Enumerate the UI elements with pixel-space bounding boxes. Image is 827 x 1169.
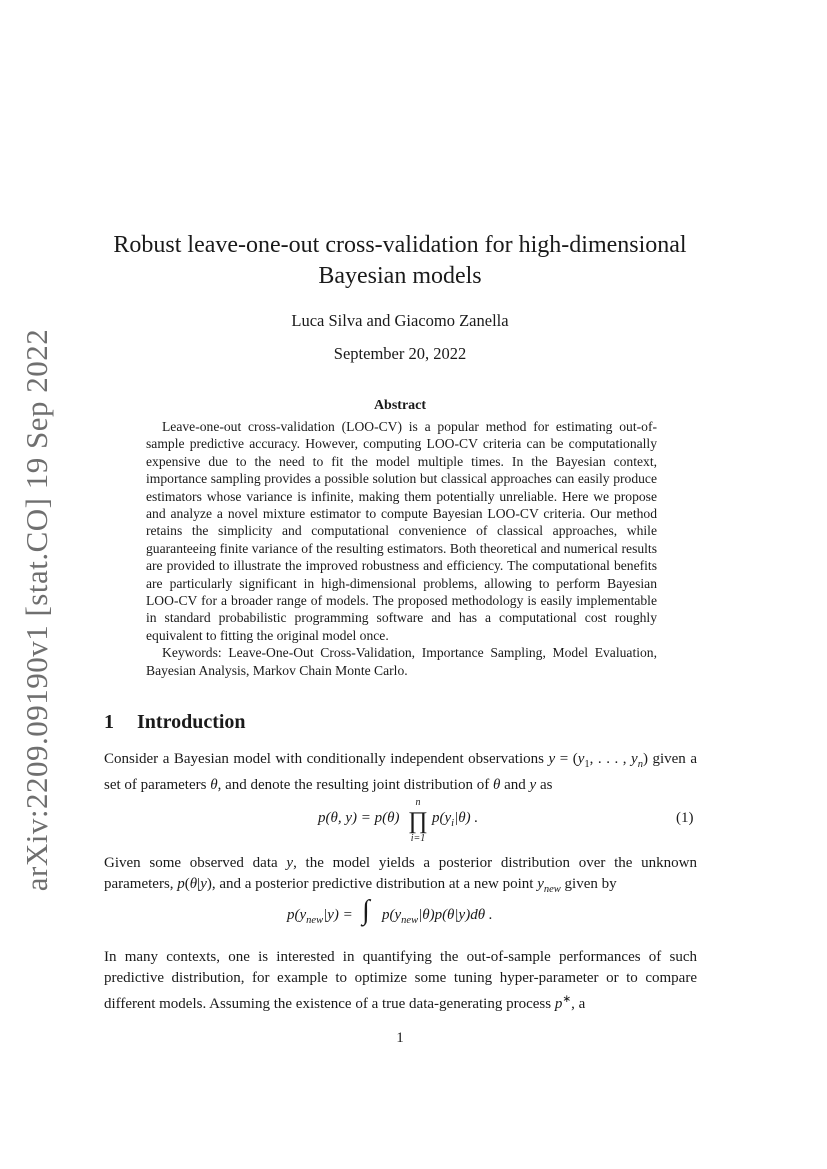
equation-2-rhs	[382, 907, 493, 926]
text-span: In many contexts, one is interested in quantifying the out-of-sample performances of such predictive distribution, for example to optimize some tuning hyper-parameter or to compare different models. Assuming the existence of a true data-generating process	[104, 949, 697, 1012]
math-inline: θ	[492, 777, 501, 793]
math-inline: p	[554, 996, 563, 1012]
eq-text: |y) =	[323, 907, 353, 923]
math-inline: y	[548, 751, 556, 767]
text-span: as	[536, 777, 553, 793]
equation-number: (1)	[676, 810, 694, 826]
paragraph-intro-3: In many contexts, one is interested in quantifying the out-of-sample performances of such predictive distribution, for example to optimize some tuning hyper-parameter or to compare different models. Assuming the existence of a true data-generating process p∗, a	[104, 949, 697, 1012]
text-span: , and a posterior predictive distribution at a new point	[211, 876, 538, 892]
paper-authors: Luca Silva and Giacomo Zanella	[291, 311, 509, 330]
arxiv-sidebar-stamp	[12, 328, 62, 892]
text-span: , the model yields a posterior distribution over the unknown parameters,	[104, 855, 698, 892]
text-span: Given some observed data	[104, 855, 287, 871]
text-span: , a	[571, 996, 586, 1012]
text-span: Consider a Bayesian model with conditionally independent observations	[104, 751, 549, 767]
abstract-body	[146, 418, 657, 679]
page-number: 1	[396, 1030, 404, 1046]
text-span: , and denote the resulting joint distribution of	[217, 777, 493, 793]
product-lower-limit: i=1	[410, 833, 426, 844]
product-operator	[406, 798, 430, 844]
arxiv-identifier: arXiv:2209.09190v1 [stat.CO] 19 Sep 2022	[19, 328, 54, 892]
eq-text: p(y	[432, 810, 452, 826]
eq-text: p(y	[382, 907, 402, 923]
equation-1-rhs	[432, 810, 478, 829]
product-symbol: ∏	[408, 808, 428, 834]
eq-subscript: new	[306, 915, 324, 926]
integral-symbol: ∫	[362, 895, 370, 926]
section-title: Introduction	[137, 711, 246, 733]
text-span: and	[500, 777, 530, 793]
equation-1-lhs: p(θ, y) = p(θ)	[318, 810, 400, 826]
abstract-keywords: Keywords: Leave-One-Out Cross-Validation, Importance Sampling, Model Evaluation, Bayesian Analysis, Markov Chain Monte Carlo.	[146, 645, 657, 678]
eq-subscript: i	[451, 818, 455, 829]
abstract-text: Leave-one-out cross-validation (LOO-CV) is a popular method for estimating out-of-sample predictive accuracy. However, computing LOO-CV criteria can be computationally expensive due to the need to fit the model multiple times. In the Bayesian context, importance sampling provides a possible solution but classical approaches can easily produce estimators whose variance is infinite, making them potentially unreliable. Here we propose and analyze a novel mixture estimator to compute Bayesian LOO-CV criteria. Our method retains the simplicity and computational convenience of classical approaches, while guaranteeing finite variance of the resulting estimators. Both theoretical and numerical results are provided to illustrate the improved robustness and efficiency. The computational benefits are particularly significant in high-dimensional problems, allowing to perform Bayesian LOO-CV for a broader range of models. The proposed methodology is easily implementable in standard probabilistic programming software and has a computational cost roughly equivalent to fitting the original model once.	[146, 419, 657, 643]
eq-text: |θ)p(θ|y)dθ .	[418, 907, 493, 923]
equation-2-lhs	[287, 907, 353, 926]
paper-title: Robust leave-one-out cross-validation for high-dimensional Bayesian models	[113, 232, 687, 289]
text-span: given by	[560, 876, 617, 892]
math-inline: θ	[210, 777, 218, 793]
paragraph-intro-2: Given some observed data y, the model yields a posterior distribution over the unknown parameters, p(θ|y), and a posterior predictive distribution at a new point $y_{new}$ given by	[104, 855, 698, 895]
math-inline: y	[529, 777, 537, 793]
section-number: 1	[104, 711, 114, 733]
eq-text: p(y	[287, 907, 307, 923]
eq-subscript: new	[401, 915, 419, 926]
product-upper-limit: n	[415, 797, 421, 808]
section-heading	[104, 711, 246, 734]
abstract-heading: Abstract	[373, 398, 427, 413]
math-inline: y	[286, 855, 294, 871]
paper-date: September 20, 2022	[333, 344, 467, 363]
math-inline: p	[177, 876, 185, 892]
text-span: given a set of parameters	[104, 751, 697, 793]
eq-text: |θ) .	[454, 810, 479, 826]
math-inline: $y_{new}$	[537, 876, 561, 895]
paragraph-intro-1: Consider a Bayesian model with conditionally independent observations $y = (y_1$, . . . , $y_n$) given a set of parameters θ, and denote the resulting joint distribution of θ and y as	[104, 751, 697, 793]
